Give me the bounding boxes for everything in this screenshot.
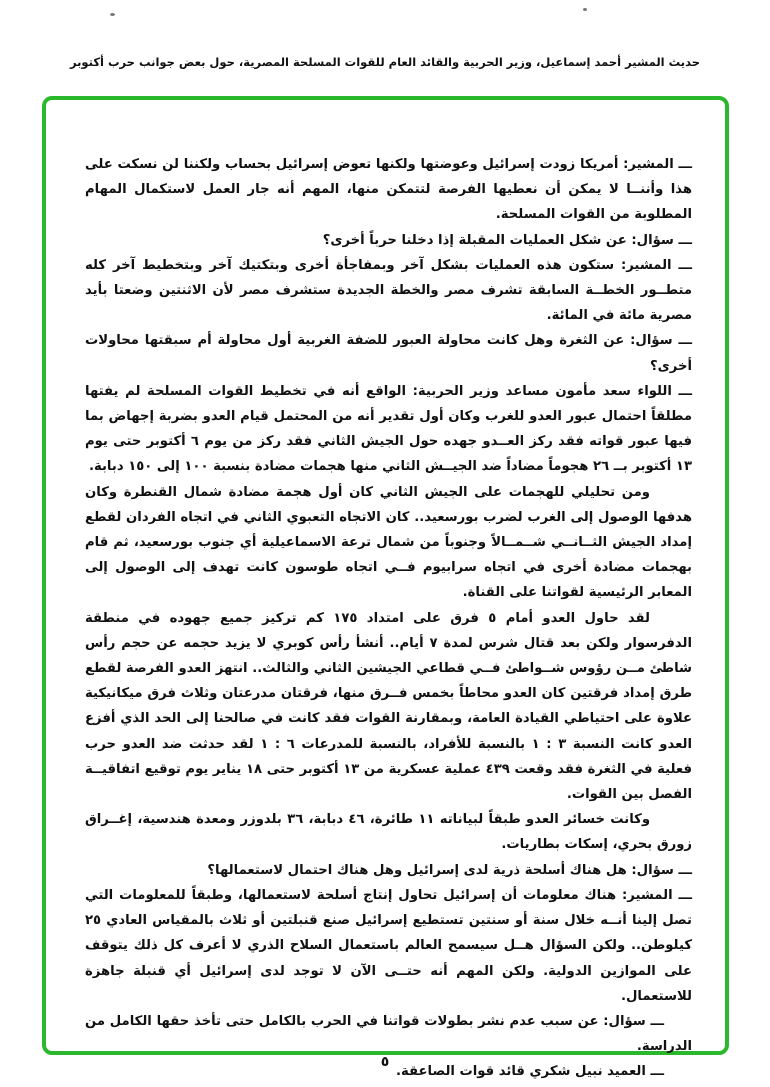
paragraph: ومن تحليلي للهجمات على الجيش الثاني كان أول هجمة مضادة شمال القنطرة وكان هدفها الوصول إلى الغرب لضرب بورسعيد.. كان الاتجاه التعبوي الثاني في اتجاه الفردان لقطع إمداد الجيش الثــانــي شــمــالاً وجنوباً من شمال ترعة الاسماعيلية أي جنوب بورسعيد، ثم قام بهجمات مضادة أخرى في اتجاه سرابيوم فــي اتجاه طوسون كانت تهدف إلى الوصول إلى المعابر الرئيسية لقواتنا على القناة. — [85, 484, 692, 601]
paragraph: ـــ سؤال: عن الثغرة وهل كانت محاولة العبور للضفة الغربية أول محاولة أم سبقتها محاولات أخرى؟ — [85, 333, 692, 374]
page-number: ٥ — [380, 1054, 390, 1070]
scan-artifact — [110, 13, 115, 16]
paragraph: ـــ سؤال: هل هناك أسلحة ذرية لدى إسرائيل وهل هناك احتمال لاستعمالها؟ — [207, 862, 692, 878]
paragraph: ـــ المشير: أمريكا زودت إسرائيل وعوضتها ولكنها تعوض إسرائيل بحساب ولكننا لن نسكت على هذا وأننــا لا يمكن أن نعطيها الفرصة لتتمكن منها، المهم أنه جار العمل لاستكمال المهام المطلوبة من القوات المسلحة. — [85, 157, 692, 223]
paragraph: ـــ اللواء سعد مأمون مساعد وزير الحربية: الواقع أنه في تخطيط القوات المسلحة لم يفتها مطلقاً احتمال عبور العدو للغرب وكان أول تقدير أنه من المحتمل قيام العدو بضربة إجهاض بما فيها عبور قواته فقد ركز العــدو جهده حول الجيش الثاني فقد ركز من يوم ٦ أكتوبر حتى يوم ١٣ أكتوبر بــ ٢٦ هجوماً مضاداً ضد الجيــش الثاني منها هجمات مضادة بنسبة ١٠٠ إلى ١٥٠ دبابة. — [85, 383, 692, 475]
scan-artifact — [583, 8, 587, 11]
paragraph: ـــ سؤال: عن شكل العمليات المقبلة إذا دخلنا حرباً أخرى؟ — [322, 232, 692, 248]
page-body — [85, 152, 692, 1085]
paragraph: وكانت خسائر العدو طبقاً لبياناته ١١ طائرة، ٤٦ دبابة، ٣٦ بلدوزر ومعدة هندسية، إغــراق زورق بحري، إسكات بطاريات. — [85, 812, 692, 853]
paragraph: لقد حاول العدو أمام ٥ فرق على امتداد ١٧٥ كم تركيز جميع جهوده في منطقة الدفرسوار ولكن بعد قتال شرس لمدة ٧ أيام.. أنشأ رأس كوبري لا يزيد حجمه عن حجم رأس شاطئ مــن رؤوس شــواطئ فــي قطاعي الجيشين الثاني والثالث.. انتهز العدو الفرصة لقطع طرق إمداد فرقتين كان العدو محاطاً بخمس فــرق منها، فرقتان مدرعتان وثلاث فرق ميكانيكية علاوة على احتياطي القيادة العامة، وبمقارنة القوات فقد كانت في صالحنا إلى الحد الذي أفزع العدو كانت النسبة ٣ : ١ بالنسبة للأفراد، بالنسبة للمدرعات ٦ : ١ لقد حدثت ضد العدو حرب فعلية في الثغرة فقد وقعت ٤٣٩ عملية عسكرية من ١٣ أكتوبر حتى ١٨ يناير يوم توقيع اتفاقيــة الفصل بين القوات. — [85, 610, 693, 803]
paragraph: ـــ المشير: ستكون هذه العمليات بشكل آخر وبمفاجأة أخرى وبتكتيك آخر وبتخطيط آخر كله متطــور الخطــة السابقة تشرف مصر والخطة الجديدة ستشرف مصر لأن الاثنتين وضعتا بأيد مصرية مائة في المائة. — [85, 257, 692, 324]
page-header-title: حديث المشير أحمد إسماعيل، وزير الحربية والقائد العام للقوات المسلحة المصرية، حول بعض جوانب حرب أكتوبر — [69, 55, 701, 69]
paragraph: ـــ سؤال: عن سبب عدم نشر بطولات قواتنا في الحرب بالكامل حتى تأخذ حقها الكامل من الدراسة. — [85, 1013, 692, 1055]
paragraph: ـــ العميد نبيل شكري قائد قوات الصاعقة. — [396, 1064, 664, 1080]
paragraph: ـــ المشير: هناك معلومات أن إسرائيل تحاول إنتاج أسلحة لاستعمالها، وطبقاً للمعلومات التي تصل إلينا أنــه خلال سنة أو سنتين تستطيع إسرائيل صنع قنبلتين أو ثلاث بالمقياس العادي ٢٥ كيلوطن.. ولكن السؤال هــل سيسمح العالم باستعمال السلاح الذري لا أعرف كل ذلك يتوقف على الموازين الدولية. ولكن المهم أنه حتــى الآن لا توجد لدى إسرائيل أي قنبلة جاهزة للاستعمال. — [85, 887, 692, 1004]
